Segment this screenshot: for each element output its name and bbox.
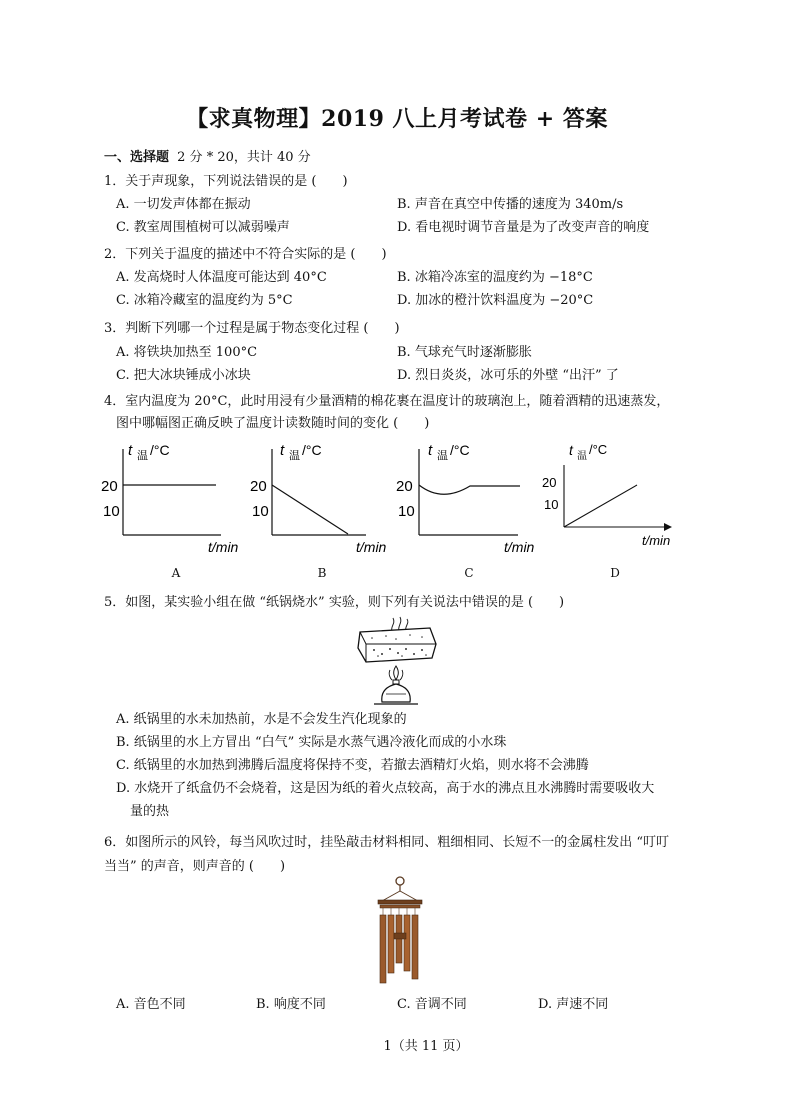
graph-b-tick-10: 10 [252, 503, 269, 520]
graph-d-label: D [610, 566, 620, 580]
q6-stem-line1: 6．如图所示的风铃，每当风吹过时，挂坠敲击材料相同、粗细相同、长短不一的金属柱发出 “叮叮 [104, 835, 670, 850]
q6-option-b: B. 响度不同 [256, 997, 326, 1012]
graph-d-ylabel: t [569, 442, 573, 458]
graph-c-label: C [464, 566, 474, 580]
graph-c-curve [419, 485, 520, 494]
q3-option-a: A. 将铁块加热至 100°C [116, 345, 258, 360]
q6-option-d: D. 声速不同 [538, 997, 609, 1012]
graph-b-yunit: /°C [302, 442, 322, 458]
section-heading [104, 149, 311, 166]
graph-a-label: A [171, 566, 181, 580]
graph-d-xlabel: t/min [642, 533, 671, 548]
graph-b-tick-20: 20 [250, 478, 267, 495]
graph-b-xlabel: t/min [356, 539, 387, 555]
q1-stem: 1．关于声现象，下列说法错误的是 ( ) [104, 174, 348, 189]
q3-option-c: C. 把大冰块锤成小冰块 [116, 368, 251, 383]
graph-b-curve [272, 485, 348, 534]
q5-option-d-line2: 量的热 [130, 804, 170, 819]
q3-stem: 3．判断下列哪一个过程是属于物态变化过程 ( ) [104, 321, 400, 336]
graph-a [96, 437, 256, 563]
q1-option-a: A. 一切发声体都在振动 [116, 197, 251, 212]
q5-option-a: A. 纸锅里的水未加热前，水是不会发生汽化现象的 [116, 712, 407, 727]
graph-b [242, 437, 402, 563]
graph-d [536, 437, 686, 563]
q2-stem: 2．下列关于温度的描述中不符合实际的是 ( ) [104, 247, 387, 262]
section-score-note: 2 分 * 20，共计 40 分 [177, 150, 311, 165]
q1-option-c: C. 教室周围植树可以减弱噪声 [116, 220, 290, 235]
q2-option-a: A. 发高烧时人体温度可能达到 40°C [116, 270, 327, 285]
graph-a-ylabel-sub: 温 [137, 450, 148, 462]
graph-d-curve [564, 485, 637, 527]
page-footer: 1（共 11 页） [383, 1039, 469, 1054]
graph-c-yunit: /°C [450, 442, 470, 458]
q2-option-c: C. 冰箱冷藏室的温度约为 5°C [116, 293, 293, 308]
q3-option-d: D. 烈日炎炎，冰可乐的外壁 “出汗” 了 [397, 368, 619, 383]
graph-d-ylabel-sub: 温 [577, 451, 587, 462]
graph-a-tick-20: 20 [101, 478, 118, 495]
q4-stem-line2: 图中哪幅图正确反映了温度计读数随时间的变化 ( ) [116, 416, 430, 431]
page-title: 【求真物理】2019 八上月考试卷 + 答案 [186, 106, 608, 132]
graph-c-xlabel: t/min [504, 539, 535, 555]
graph-a-ylabel: t [128, 442, 133, 459]
q4-stem-line1: 4．室内温度为 20°C，此时用浸有少量酒精的棉花裹在温度计的玻璃泡上，随着酒精的迅速蒸发， [104, 394, 670, 409]
graph-d-x-arrow [664, 523, 672, 531]
graph-d-tick-20: 20 [542, 475, 557, 490]
graph-a-xlabel: t/min [208, 539, 239, 555]
graph-c-ylabel-sub: 温 [437, 450, 448, 462]
q6-option-a: A. 音色不同 [116, 997, 186, 1012]
q3-option-b: B. 气球充气时逐渐膨胀 [397, 345, 532, 360]
graph-c-tick-10: 10 [398, 503, 415, 520]
graph-b-ylabel: t [280, 442, 285, 459]
q1-option-d: D. 看电视时调节音量是为了改变声音的响度 [397, 220, 650, 235]
graph-b-ylabel-sub: 温 [289, 450, 300, 462]
q5-option-b: B. 纸锅里的水上方冒出 “白气” 实际是水蒸气遇冷液化而成的小水珠 [116, 735, 507, 750]
q2-option-d: D. 加冰的橙汁饮料温度为 −20°C [397, 293, 594, 308]
q1-option-b: B. 声音在真空中传播的速度为 340m/s [397, 197, 624, 212]
graph-d-yunit: /°C [589, 442, 608, 457]
paper-pot-illustration [352, 614, 442, 713]
graph-a-tick-10: 10 [103, 503, 120, 520]
graph-c-ylabel: t [428, 442, 433, 459]
graph-a-yunit: /°C [150, 442, 170, 458]
q5-stem: 5．如图，某实验小组在做 “纸锅烧水” 实验，则下列有关说法中错误的是 ( ) [104, 595, 565, 610]
graph-c [392, 437, 552, 563]
q5-option-d-line1: D. 水烧开了纸盒仍不会烧着，这是因为纸的着火点较高，高于水的沸点且水沸腾时需要吸收大 [116, 781, 655, 796]
graph-c-tick-20: 20 [396, 478, 413, 495]
graph-b-label: B [317, 566, 327, 580]
q6-stem-line2: 当当” 的声音，则声音的 ( ) [104, 859, 286, 874]
q5-option-c: C. 纸锅里的水加热到沸腾后温度将保持不变，若撤去酒精灯火焰，则水将不会沸腾 [116, 758, 589, 773]
wind-chime-illustration [370, 875, 430, 991]
graph-d-tick-10: 10 [544, 497, 559, 512]
q6-option-c: C. 音调不同 [397, 997, 467, 1012]
section-heading-label: 一、选择题 [104, 150, 170, 165]
q2-option-b: B. 冰箱冷冻室的温度约为 −18°C [397, 270, 593, 285]
